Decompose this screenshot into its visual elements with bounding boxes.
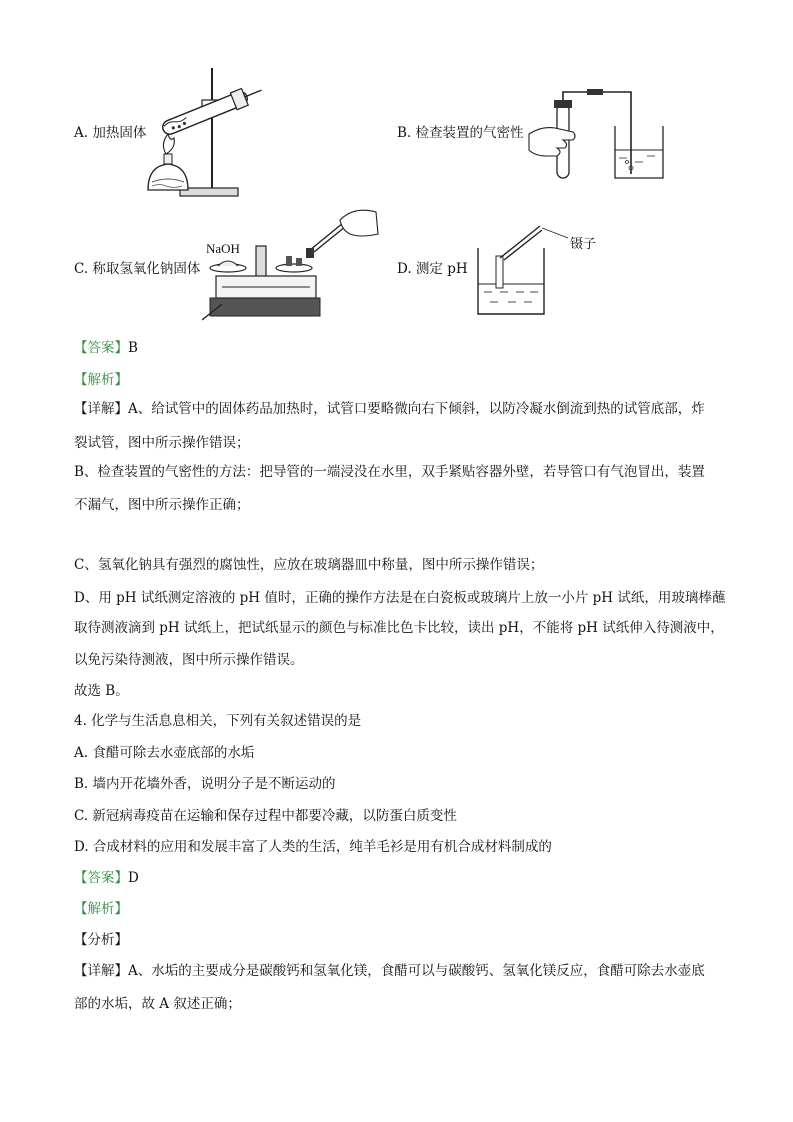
q4-analysis-tag: 【解析】 [74,901,128,917]
figure-measure-ph [474,222,604,318]
tweezers-label: 镊子 [570,237,597,252]
option-a-label: A. 加热固体 [74,125,147,141]
figure-airtightness-check [527,84,667,184]
option-d-label: D. 测定 pH [397,261,468,277]
figure-weighing-naoh [202,206,380,326]
q3-b-line-1: B、检查装置的气密性的方法：把导管的一端浸没在水里，双手紧贴容器外壁，若导管口有气泡冒出，装置 [74,464,705,480]
q3-b-line-2: 不漏气，图中所示操作正确； [74,497,250,513]
balance-illustration [202,206,380,326]
q4-answer-value: D [128,870,139,886]
heating-apparatus-illustration [140,64,270,202]
q3-answer-value: B [128,340,138,356]
ph-test-illustration [474,222,604,318]
q4-option-a: A. 食醋可除去水壶底部的水垢 [74,745,255,761]
q3-answer-tag: 【答案】 [74,340,128,356]
q3-detail-line-1: 【详解】A、给试管中的固体药品加热时，试管口要略微向右下倾斜，以防冷凝水倒流到热的试管底部，炸 [74,401,705,417]
q4-option-b: B. 墙内开花墙外香，说明分子是不断运动的 [74,776,336,792]
q3-d-line-3: 以免污染待测液，图中所示操作错误。 [74,652,304,668]
q4-stem: 4. 化学与生活息息相关，下列有关叙述错误的是 [74,713,362,729]
q3-d-line-1: D、用 pH 试纸测定溶液的 pH 值时，正确的操作方法是在白瓷板或玻璃片上放一小片 pH 试纸，用玻璃棒蘸 [74,590,726,606]
q4-answer-line [74,868,139,888]
q3-c-line-1: C、氢氧化钠具有强烈的腐蚀性，应放在玻璃器皿中称量，图中所示操作错误； [74,557,544,573]
q3-conclusion: 故选 B。 [74,683,129,699]
option-b-label: B. 检查装置的气密性 [397,125,524,141]
option-c-label: C. 称取氢氧化钠固体 [74,261,201,277]
q4-fenxi-tag: 【分析】 [74,932,128,948]
q4-option-c: C. 新冠病毒疫苗在运输和保存过程中都要冷藏，以防蛋白质变性 [74,808,457,824]
q3-answer-line [74,338,138,358]
q4-detail-line-1: 【详解】A、水垢的主要成分是碳酸钙和氢氧化镁，食醋可以与碳酸钙、氢氧化镁反应，食醋可除去水壶底 [74,963,705,979]
q3-d-line-2: 取待测液滴到 pH 试纸上，把试纸显示的颜色与标准比色卡比较，读出 pH，不能将 pH 试纸伸入待测液中， [74,620,724,636]
airtightness-apparatus-illustration [527,84,667,184]
q4-option-d: D. 合成材料的应用和发展丰富了人类的生活，纯羊毛衫是用有机合成材料制成的 [74,839,552,855]
figure-heating-solid [140,64,270,202]
q3-detail-line-2: 裂试管，图中所示操作错误； [74,435,250,451]
q4-answer-tag: 【答案】 [74,870,128,886]
naoh-label: NaOH [206,241,240,256]
q3-analysis-tag: 【解析】 [74,372,128,388]
q4-detail-line-2: 部的水垢，故 A 叙述正确； [74,996,241,1012]
